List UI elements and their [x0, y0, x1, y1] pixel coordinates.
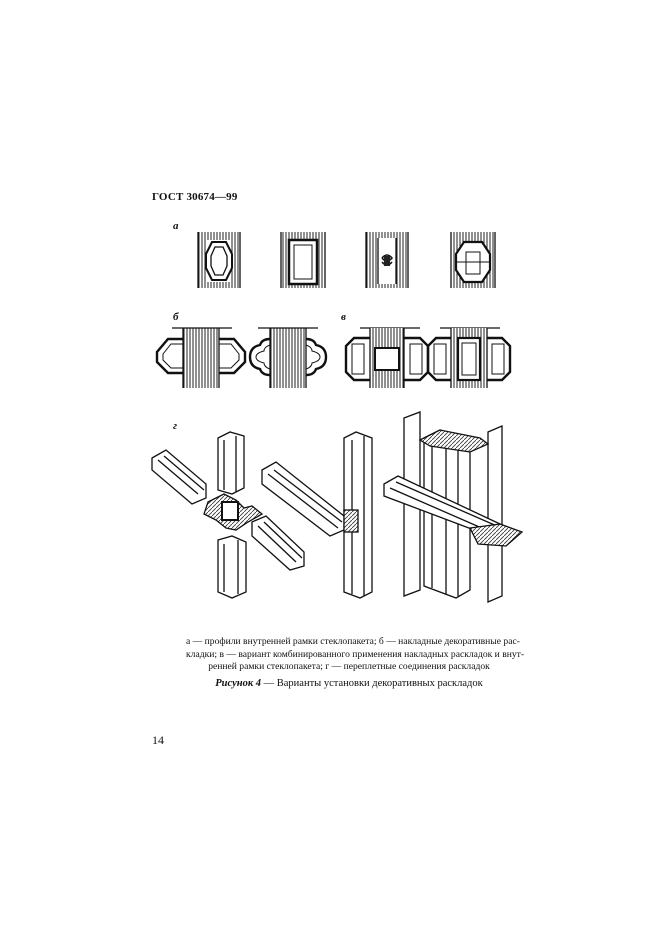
- caption-line: кладки; в — вариант комбинированного применения накладных раскладок и внут-: [186, 648, 525, 660]
- figure-label-a: а: [173, 220, 179, 232]
- overlay-profile-b2: [250, 328, 326, 388]
- caption-line: а — профили внутренней рамки стеклопакета; б — накладные декоративные рас-: [186, 636, 520, 647]
- profile-a4: [451, 232, 495, 288]
- document-header: ГОСТ 30674—99: [152, 191, 238, 203]
- joint-g3: [384, 412, 522, 602]
- profile-a2: [281, 232, 325, 288]
- figure-title-text: — Варианты установки декоративных раскладок: [261, 678, 483, 689]
- figure-caption: [186, 636, 525, 674]
- profile-a1: [198, 232, 240, 288]
- joint-g1: [152, 432, 304, 598]
- combined-profile-v2: [428, 328, 510, 388]
- overlay-profile-b1: [157, 328, 245, 388]
- joint-g2: [262, 432, 372, 598]
- caption-line: ренней рамки стеклопакета; г — переплетные соединения раскладок: [208, 661, 490, 673]
- figure-label-b: б: [173, 311, 179, 323]
- figure-title-lead: Рисунок 4: [215, 678, 262, 689]
- profile-a3: [366, 232, 408, 288]
- figure-label-v: в: [341, 311, 346, 323]
- figure-label-g: г: [173, 420, 178, 432]
- page-number: 14: [152, 733, 164, 747]
- combined-profile-v1: [346, 328, 428, 388]
- figure-title: [186, 678, 512, 689]
